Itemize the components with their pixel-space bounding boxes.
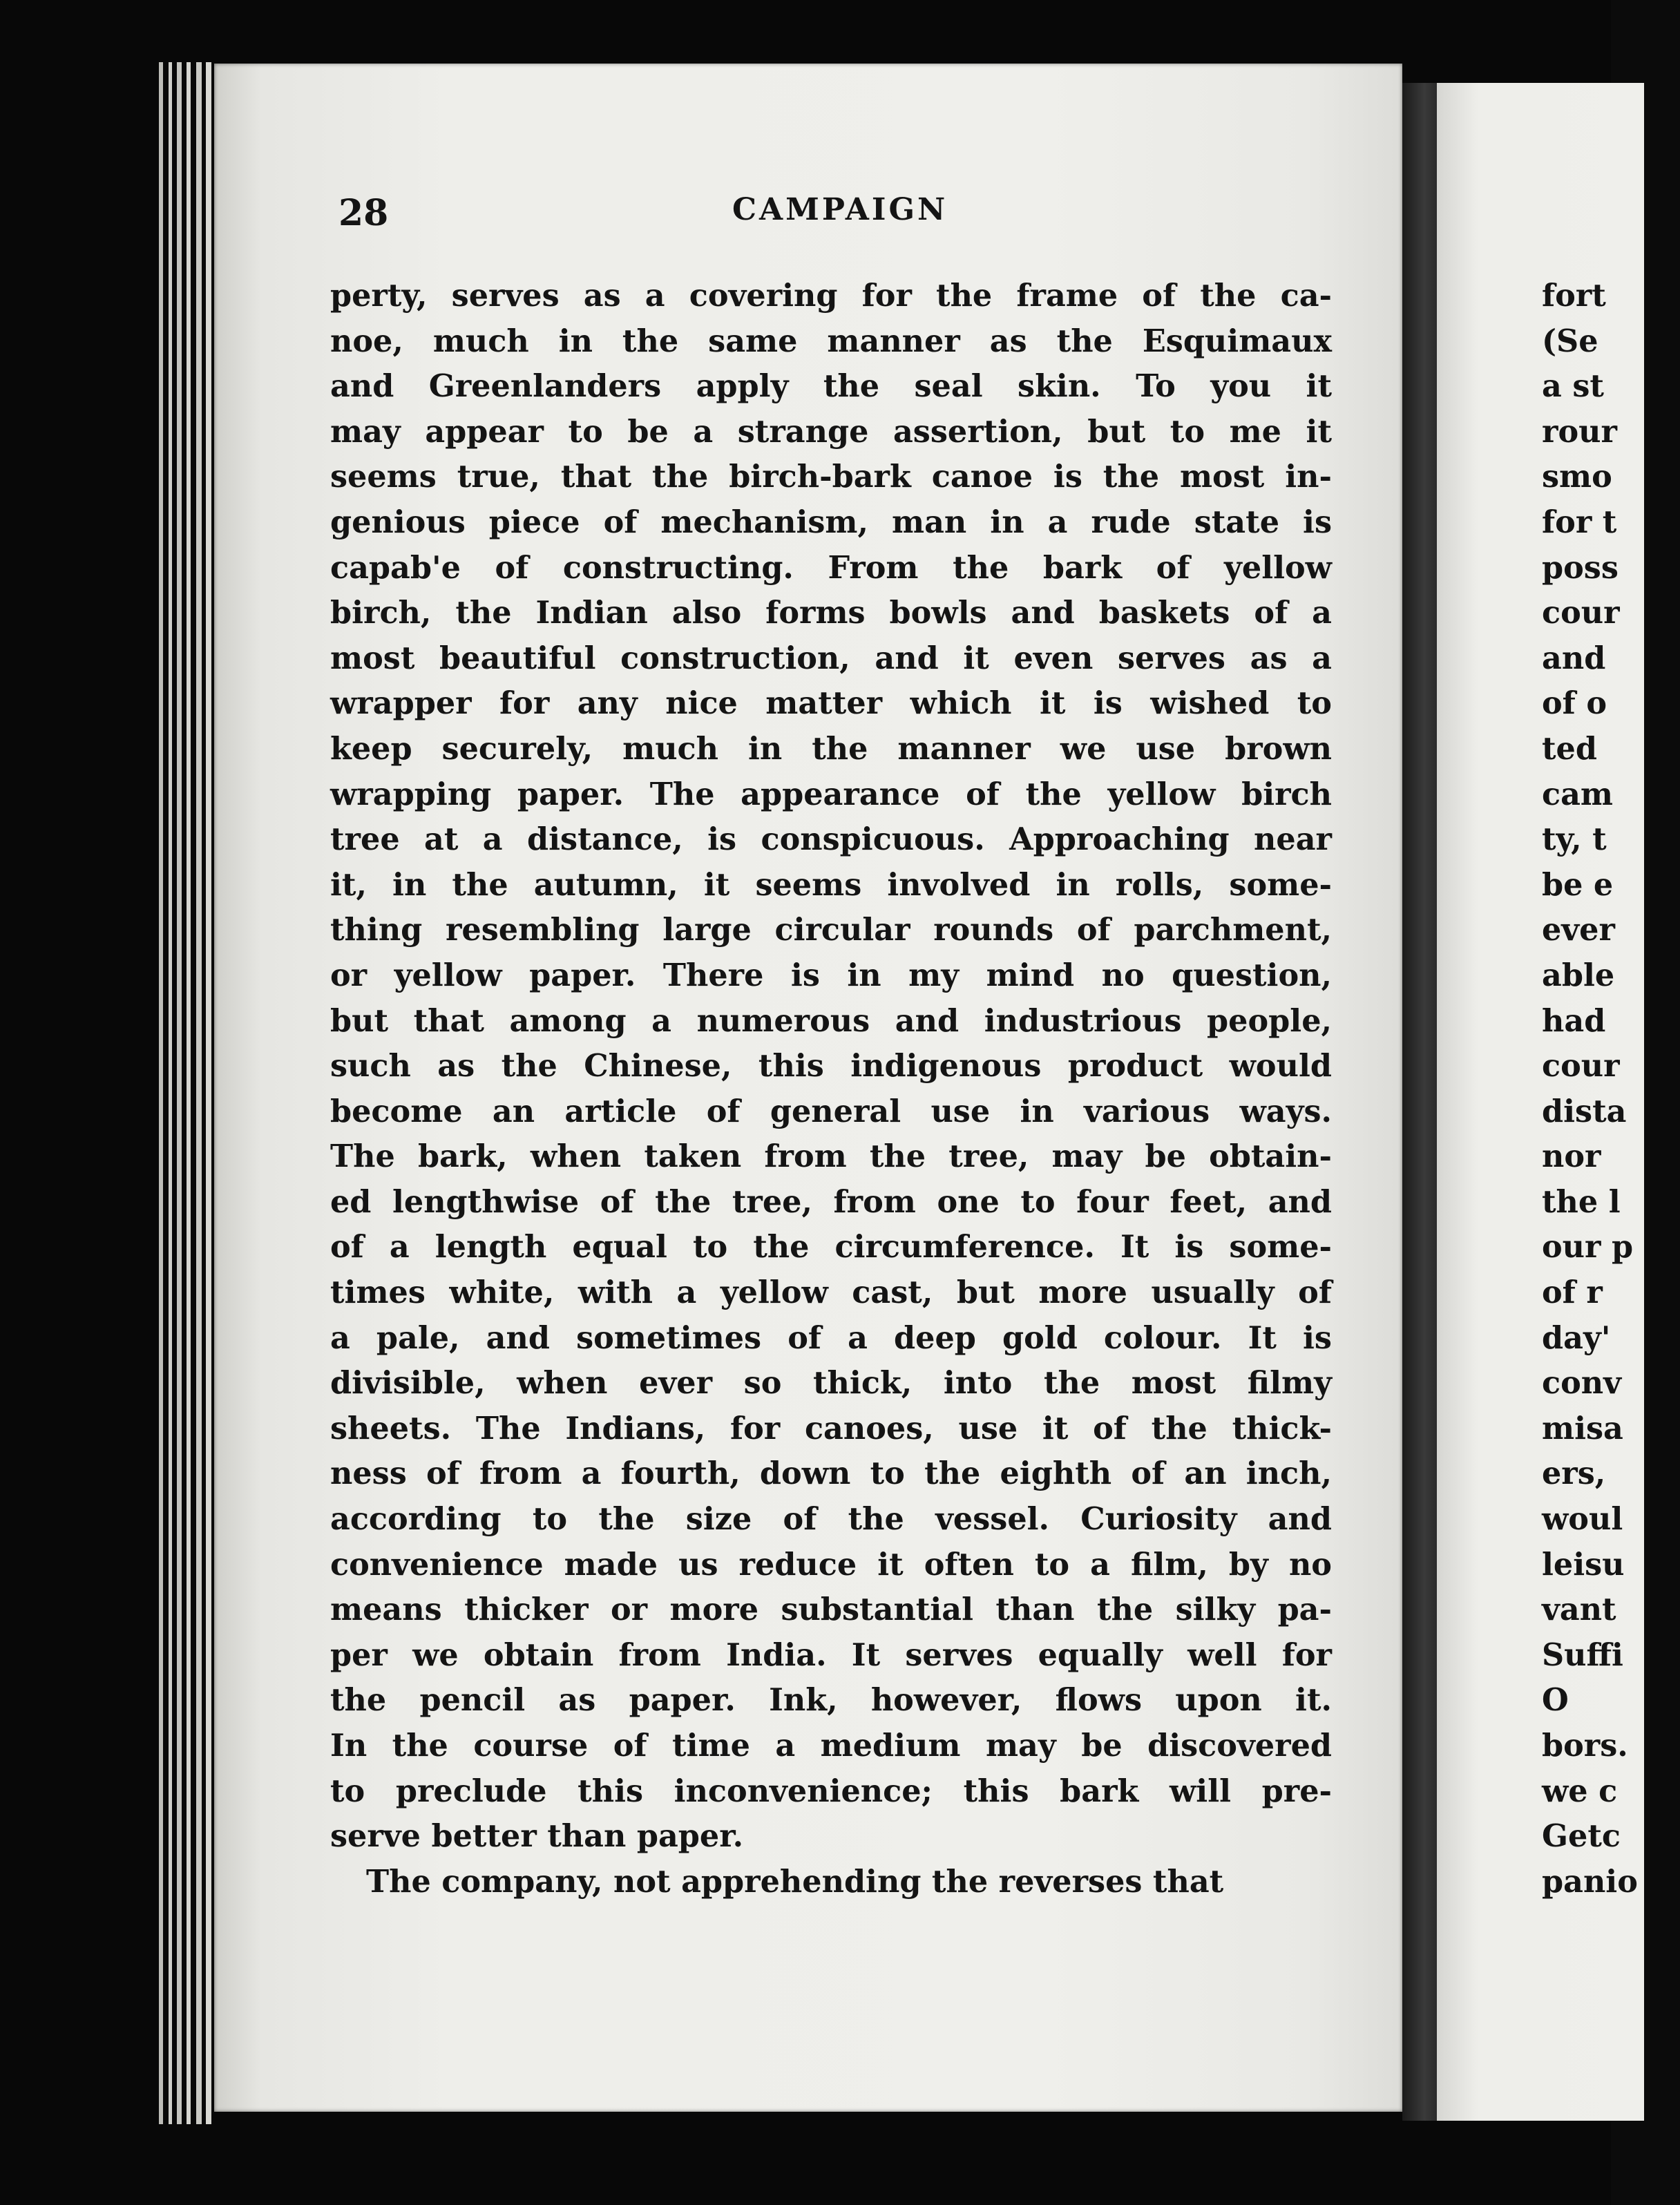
text-line: become an article of general use in various ways. (330, 1093, 1332, 1129)
right-text-line: bors. (1542, 1728, 1628, 1764)
page-edge (206, 62, 211, 2124)
right-text-line: Getc (1542, 1818, 1621, 1855)
right-text-line: of r (1542, 1275, 1603, 1311)
page-edge (177, 62, 182, 2124)
text-line: most beautiful construction, and it even serves as a (330, 640, 1332, 676)
text-line: The company, not apprehending the reverses that (366, 1863, 1224, 1900)
right-text-line: O (1542, 1682, 1569, 1719)
right-text-line: ever (1542, 912, 1615, 948)
text-line: a pale, and sometimes of a deep gold colour. It is (330, 1319, 1332, 1356)
right-text-line: of o (1542, 685, 1607, 722)
page-edge (187, 62, 191, 2124)
text-line: according to the size of the vessel. Curiosity and (330, 1501, 1332, 1538)
text-line: capab'e of constructing. From the bark of yellow (330, 549, 1332, 586)
text-line: and Greenlanders apply the seal skin. To you it (330, 368, 1332, 405)
text-line: birch, the Indian also forms bowls and baskets of a (330, 595, 1332, 631)
text-line: tree at a distance, is conspicuous. Approaching near (330, 821, 1332, 858)
body-text (330, 274, 1332, 1905)
right-text-line: for t (1542, 504, 1617, 540)
right-text-line: woul (1542, 1501, 1623, 1538)
text-line: noe, much in the same manner as the Esquimaux (330, 323, 1332, 359)
right-text-line: we c (1542, 1773, 1618, 1809)
text-line: or yellow paper. There is in my mind no question, (330, 957, 1332, 993)
text-line: perty, serves as a covering for the frame of the ca- (330, 278, 1332, 314)
right-text-line: panio (1542, 1863, 1638, 1900)
right-text-line: day' (1542, 1319, 1611, 1356)
right-text-line: ers, (1542, 1455, 1606, 1492)
text-line: the pencil as paper. Ink, however, flows upon it. (330, 1682, 1332, 1719)
text-line: keep securely, much in the manner we use brown (330, 730, 1332, 767)
right-text-line: conv (1542, 1365, 1621, 1402)
right-text-line: the l (1542, 1183, 1621, 1220)
right-text-line: smo (1542, 459, 1612, 495)
right-text-line: ted (1542, 730, 1597, 767)
text-line: times white, with a yellow cast, but more usually of (330, 1275, 1332, 1311)
right-text-line: misa (1542, 1410, 1623, 1447)
right-text-line: fort (1542, 278, 1606, 314)
right-text-line: and (1542, 640, 1606, 676)
text-line: per we obtain from India. It serves equally well for (330, 1636, 1332, 1673)
right-text-line: cam (1542, 776, 1614, 812)
text-line: sheets. The Indians, for canoes, use it of the thick- (330, 1410, 1332, 1447)
text-line: means thicker or more substantial than the silky pa- (330, 1592, 1332, 1628)
right-text-line: cour (1542, 1048, 1620, 1085)
right-text-line: cour (1542, 595, 1620, 631)
right-text-line: our p (1542, 1229, 1634, 1266)
text-line: wrapping paper. The appearance of the yellow birch (330, 776, 1332, 812)
right-text-line: rour (1542, 413, 1617, 450)
text-line: In the course of time a medium may be discovered (330, 1728, 1332, 1764)
running-head: CAMPAIGN (732, 192, 948, 227)
text-line: such as the Chinese, this indigenous product would (330, 1048, 1332, 1085)
text-line: The bark, when taken from the tree, may be obtain- (330, 1138, 1332, 1175)
text-line: may appear to be a strange assertion, but to me it (330, 413, 1332, 450)
right-text-line: vant (1542, 1592, 1616, 1628)
right-text-line: had (1542, 1002, 1606, 1039)
text-line: ed lengthwise of the tree, from one to four feet, and (330, 1183, 1332, 1220)
text-line: genious piece of mechanism, man in a rude state is (330, 504, 1332, 540)
right-text-line: poss (1542, 549, 1619, 586)
text-line: wrapper for any nice matter which it is wished to (330, 685, 1332, 722)
right-text-line: Suffi (1542, 1636, 1623, 1673)
right-text-line: ty, t (1542, 821, 1607, 858)
right-text-line: leisu (1542, 1546, 1625, 1583)
right-page-text (1542, 274, 1680, 1905)
page-edge (169, 62, 172, 2124)
right-text-line: nor (1542, 1138, 1601, 1175)
right-text-line: (Se (1542, 323, 1598, 359)
text-line: it, in the autumn, it seems involved in rolls, some- (330, 866, 1332, 903)
right-text-line: be e (1542, 866, 1614, 903)
right-text-line: able (1542, 957, 1615, 993)
text-line: to preclude this inconvenience; this bark will pre- (330, 1773, 1332, 1809)
page-number: 28 (338, 192, 389, 234)
text-line: of a length equal to the circumference. It is some- (330, 1229, 1332, 1266)
page-edge (196, 62, 202, 2124)
text-line: seems true, that the birch-bark canoe is the most in- (330, 459, 1332, 495)
text-line: serve better than paper. (330, 1818, 744, 1855)
text-line: divisible, when ever so thick, into the most filmy (330, 1365, 1332, 1402)
page-edge (159, 62, 163, 2124)
text-line: thing resembling large circular rounds of parchment, (330, 912, 1332, 948)
right-text-line: dista (1542, 1093, 1627, 1129)
text-line: convenience made us reduce it often to a film, by no (330, 1546, 1332, 1583)
text-line: ness of from a fourth, down to the eighth of an inch, (330, 1455, 1332, 1492)
text-line: but that among a numerous and industrious people, (330, 1002, 1332, 1039)
right-text-line: a st (1542, 368, 1604, 405)
